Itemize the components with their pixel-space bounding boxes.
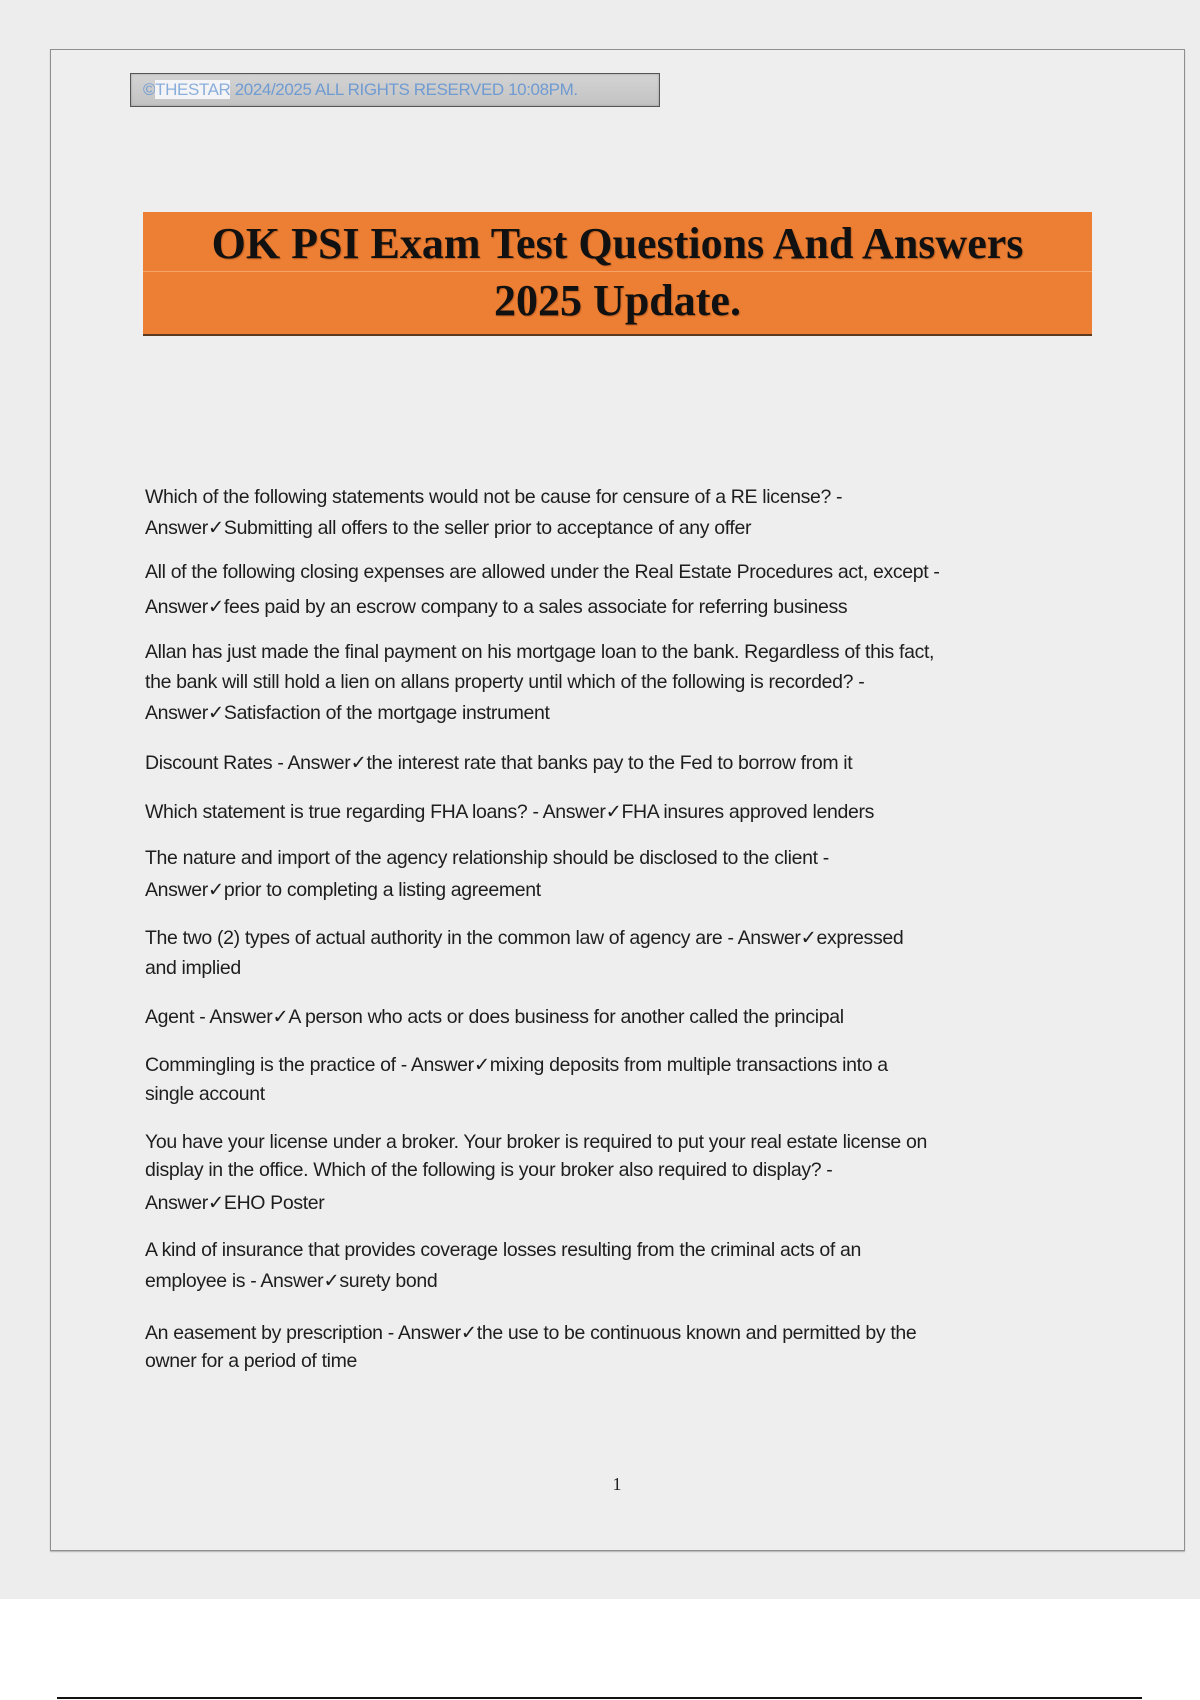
qa-line: owner for a period of time (145, 1350, 358, 1372)
qa-line: Answer✓EHO Poster (145, 1192, 325, 1214)
qa-line: Which of the following statements would not be cause for censure of a RE license? - (145, 486, 843, 508)
qa-line: Answer✓fees paid by an escrow company to a sales associate for referring business (145, 596, 848, 618)
qa-line: Answer✓Submitting all offers to the seller prior to acceptance of any offer (145, 517, 752, 539)
qa-line: single account (145, 1083, 265, 1105)
watermark-highlighted-text: THESTAR (155, 80, 231, 99)
copyright-watermark (130, 73, 660, 107)
qa-line: A kind of insurance that provides coverage losses resulting from the criminal acts of an (145, 1239, 861, 1261)
qa-line: and implied (145, 957, 241, 979)
qa-line: Discount Rates - Answer✓the interest rate that banks pay to the Fed to borrow from it (145, 752, 853, 774)
qa-line: The two (2) types of actual authority in the common law of agency are - Answer✓expressed (145, 927, 904, 949)
qa-line: Commingling is the practice of - Answer✓mixing deposits from multiple transactions into a (145, 1054, 888, 1076)
qa-line: You have your license under a broker. Your broker is required to put your real estate license on (145, 1131, 927, 1153)
qa-line: All of the following closing expenses are allowed under the Real Estate Procedures act, except - (145, 561, 940, 583)
qa-line: Which statement is true regarding FHA loans? - Answer✓FHA insures approved lenders (145, 801, 874, 823)
qa-line: Allan has just made the final payment on his mortgage loan to the bank. Regardless of this fact, (145, 641, 935, 663)
qa-line: the bank will still hold a lien on allans property until which of the following is recorded? - (145, 671, 865, 693)
document-title-line-2: 2025 Update. (494, 276, 741, 325)
watermark-text: 2024/2025 ALL RIGHTS RESERVED 10:08PM. (230, 80, 578, 99)
footer-rule (57, 1697, 1142, 1699)
qa-line: The nature and import of the agency relationship should be disclosed to the client - (145, 847, 829, 869)
document-title-banner (143, 212, 1092, 336)
title-divider (143, 271, 1092, 272)
page-number: 1 (612, 1474, 622, 1494)
document-title-line-1: OK PSI Exam Test Questions And Answers (211, 219, 1024, 268)
qa-line: display in the office. Which of the following is your broker also required to display? - (145, 1159, 833, 1181)
qa-line: Answer✓Satisfaction of the mortgage instrument (145, 702, 550, 724)
qa-line: Agent - Answer✓A person who acts or does business for another called the principal (145, 1006, 844, 1028)
qa-line: An easement by prescription - Answer✓the use to be continuous known and permitted by the (145, 1322, 917, 1344)
qa-line: employee is - Answer✓surety bond (145, 1270, 438, 1292)
qa-line: Answer✓prior to completing a listing agreement (145, 879, 541, 901)
copyright-symbol: © (143, 80, 156, 99)
